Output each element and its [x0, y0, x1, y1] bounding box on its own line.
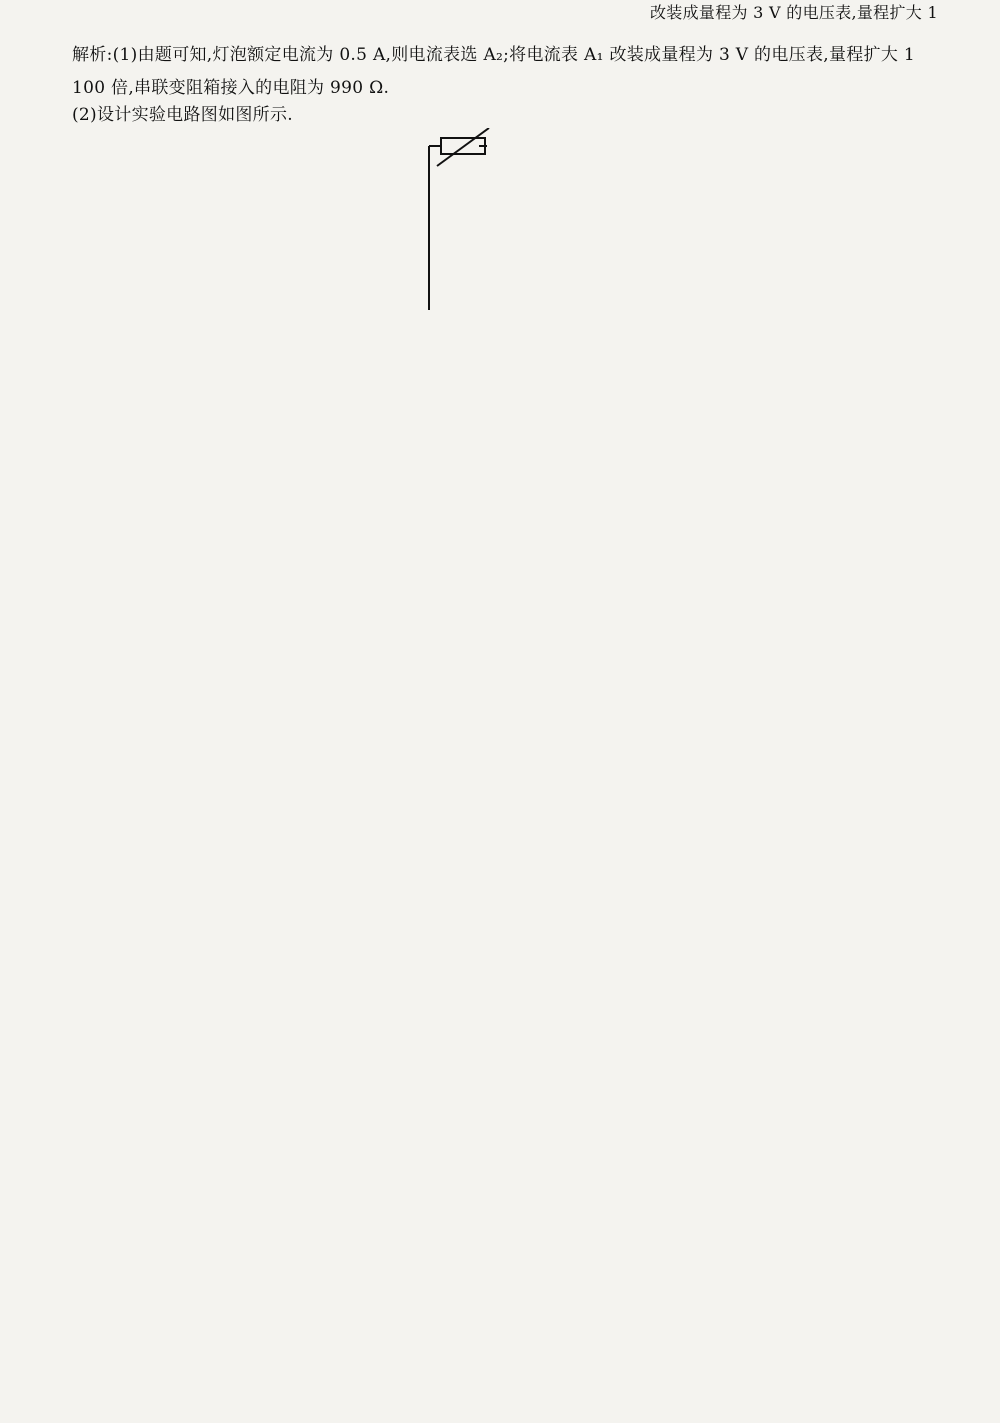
circuit-diagram [415, 128, 610, 328]
analysis-line-3: (2)设计实验电路图如图所示. [72, 105, 293, 125]
analysis-line-2: 100 倍,串联变阻箱接入的电阻为 990 Ω. [72, 78, 390, 98]
analysis-line-1: 解析:(1)由题可知,灯泡额定电流为 0.5 A,则电流表选 A₂;将电流表 A₁ 改装成量程为 3 V 的电压表,量程扩大 1 [72, 45, 915, 65]
header-fragment: 改装成量程为 3 V 的电压表,量程扩大 1 [650, 3, 938, 22]
